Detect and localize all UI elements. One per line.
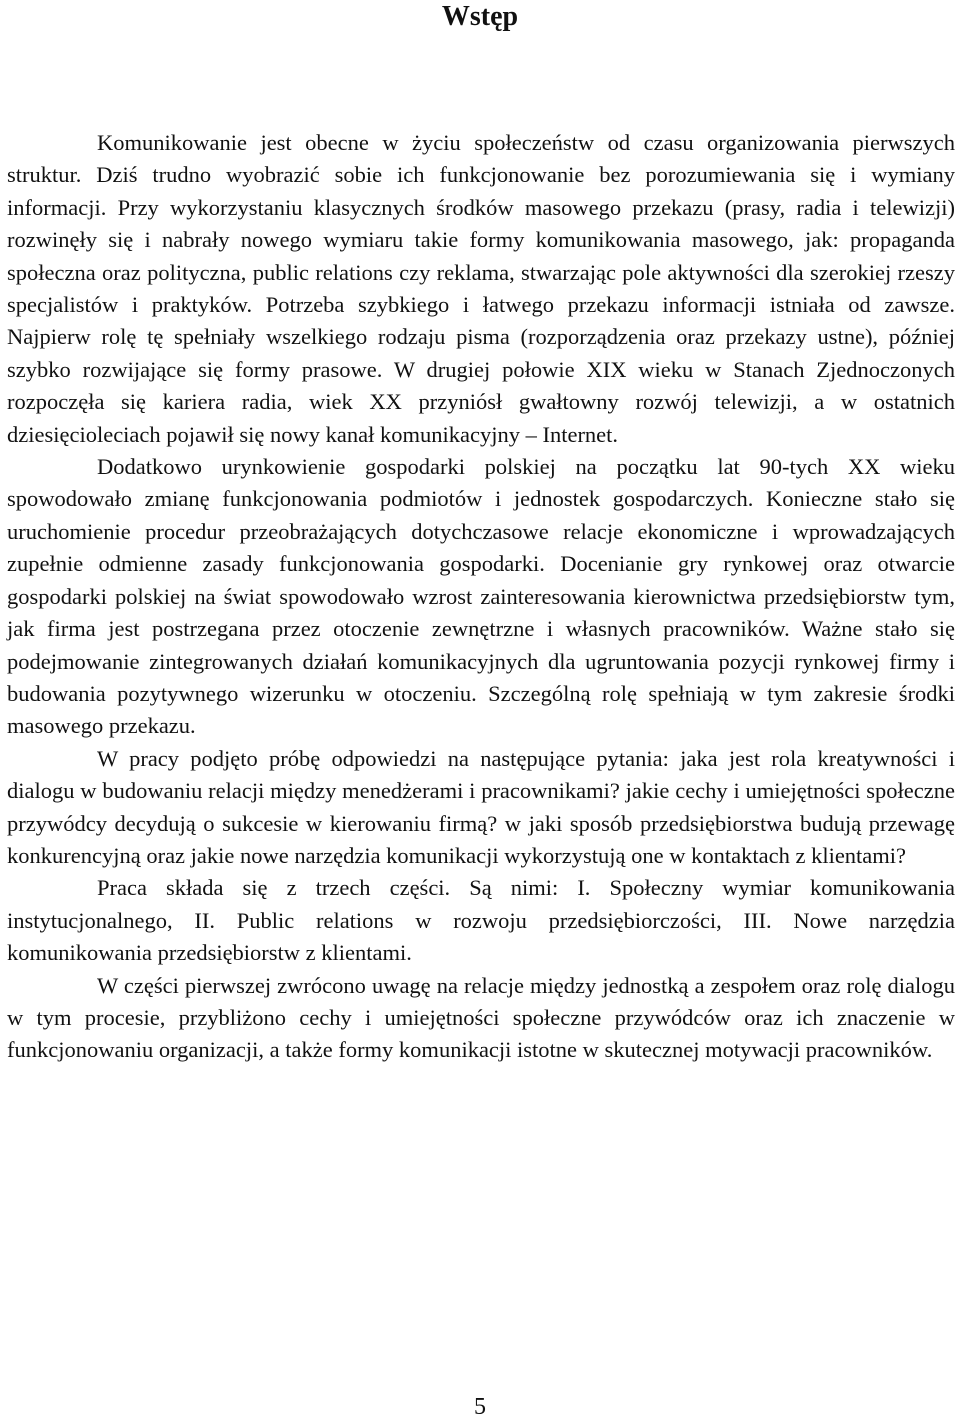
paragraph-economy: Dodatkowo urynkowienie gospodarki polskiej na początku lat 90-tych XX wieku spowodowało zmianę funkcjonowania podmiotów i jednostek gospodarczych. Konieczne stało się uruchomienie procedur przeobrażających dotychczasowe relacje ekonomiczne i wprowadzających zupełnie odmienne zasady funkcjonowania gospodarki. Docenianie gry rynkowej oraz otwarcie gospodarki polskiej na świat spowodowało wzrost zainteresowania kierownictwa przedsiębiorstw tym, jak firma jest postrzegana przez otoczenie zewnętrzne i własnych pracowników. Ważne stało się podejmowanie zintegrowanych działań komunikacyjnych dla ugruntowania pozycji rynkowej firmy i budowania pozytywnego wizerunku w otoczeniu. Szczególną rolę spełniają w tym zakresie środki masowego przekazu. [7,454,955,739]
paragraph-part-one: W części pierwszej zwrócono uwagę na relacje między jednostką a zespołem oraz rolę dialogu w tym procesie, przybliżono cechy i umiejętności społeczne przywódców oraz ich znaczenie w funkcjonowaniu organizacji, a także formy komunikacji istotne w skutecznej motywacji pracowników. [7,972,955,1063]
page-title: Wstęp [441,1,519,32]
paragraph-intro: Komunikowanie jest obecne w życiu społeczeństw od czasu organizowania pierwszych struktur. Dziś trudno wyobrazić sobie ich funkcjonowanie bez porozumiewania się i wymiany informacji. Przy wykorzystaniu klasycznych środków masowego przekazu (prasy, radia i telewizji) rozwinęły się i nabrały nowego wymiaru takie formy komunikowania masowego, jak: propaganda społeczna oraz polityczna, public relations czy reklama, stwarzając pole aktywności dla szerokiej rzeszy specjalistów i praktyków. Potrzeba szybkiego i łatwego przekazu informacji istniała od zawsze. Najpierw rolę tę spełniały wszelkiego rodzaju pisma (rozporządzenia oraz przekazy ustne), później szybko rozwijające się formy prasowe. W drugiej połowie XIX wieku w Stanach Zjednoczonych rozpoczęła się kariera radia, wiek XX przyniósł gwałtowny rozwój telewizji, a w ostatnich dziesięcioleciach pojawił się nowy kanał komunikacyjny – Internet. [7,130,955,447]
page-number: 5 [474,1394,486,1420]
paragraph-structure: Praca składa się z trzech części. Są nimi: I. Społeczny wymiar komunikowania instytucjonalnego, II. Public relations w rozwoju przedsiębiorczości, III. Nowe narzędzia komunikowania przedsiębiorstw z klientami. [7,875,955,966]
body-text [7,127,955,1067]
paragraph-questions: W pracy podjęto próbę odpowiedzi na następujące pytania: jaka jest rola kreatywności i dialogu w budowaniu relacji między menedżerami i pracownikami? jakie cechy i umiejętności społeczne przywódcy decydują o sukcesie w kierowaniu firmą? w jaki sposób przedsiębiorstwa budują przewagę konkurencyjną oraz jakie nowe narzędzia komunikacji wykorzystują one w kontaktach z klientami? [7,745,955,868]
